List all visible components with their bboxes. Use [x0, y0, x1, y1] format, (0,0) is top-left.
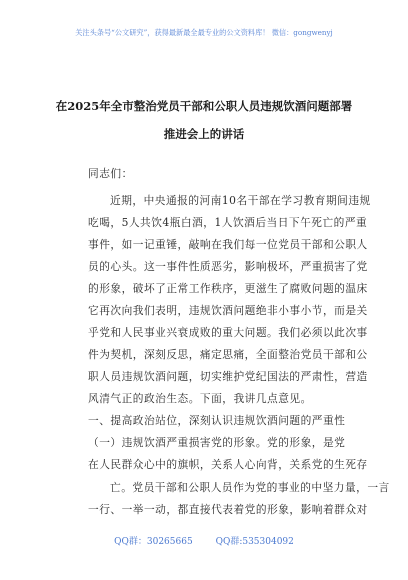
subsection-heading-1: （一）违规饮酒严重损害党的形象。党的形象，是党 [88, 436, 346, 449]
body-line: 风清气正的政治生态。下面，我讲几点意见。 [88, 392, 312, 405]
footer-qq-group-1: QQ群：30265665 [114, 537, 193, 547]
body-line: 乎党和人民事业兴衰成败的重大问题。我们必须以此次事 [88, 326, 368, 339]
body-line: 亡。党员干部和公职人员作为党的事业的中坚力量，一言 [110, 481, 390, 494]
footer-contacts [0, 528, 408, 580]
body-line: 一行、一举一动，都直接代表着党的形象，影响着群众对 [88, 503, 368, 516]
body-line: 员的心头。这一事件性质恶劣，影响极坏，严重损害了党 [88, 260, 368, 273]
header-area [0, 0, 408, 48]
body-line: 事件，如一记重锤，敲响在我们每一位党员干部和公职人 [88, 238, 368, 251]
body-line: 的形象，破坏了正常工作秩序，更滋生了腐败问题的温床 [88, 282, 368, 295]
body-line: 在人民群众心中的旗帜，关系人心向背，关系党的生死存 [88, 458, 368, 471]
body-line: 吃喝，5人共饮4瓶白酒，1人饮酒后当日下午死亡的严重 [88, 216, 368, 229]
footer-qq-group-2: QQ群:535304092 [215, 537, 294, 547]
body-line: 件为契机，深刻反思，痛定思痛，全面整治党员干部和公 [88, 348, 368, 361]
section-heading-1: 一、提高政治站位，深刻认识违规饮酒问题的严重性 [88, 414, 346, 427]
greeting: 同志们： [88, 167, 133, 180]
document-title-line-1: 在2025年全市整治党员干部和公职人员违规饮酒问题部署 [55, 99, 353, 113]
body-line: 职人员违规饮酒问题，切实维护党纪国法的严肃性，营造 [88, 370, 368, 383]
header-promo-note: 关注头条号“公文研究”，获得最新最全最专业的公文资料库！ 微信：gongwenyj [75, 28, 333, 37]
document-title-line-2: 推进会上的讲话 [163, 127, 245, 141]
body-line: 近期，中央通报的河南10名干部在学习教育期间违规 [110, 194, 371, 207]
body-line: 它再次向我们表明，违规饮酒问题绝非小事小节，而是关 [88, 304, 368, 317]
